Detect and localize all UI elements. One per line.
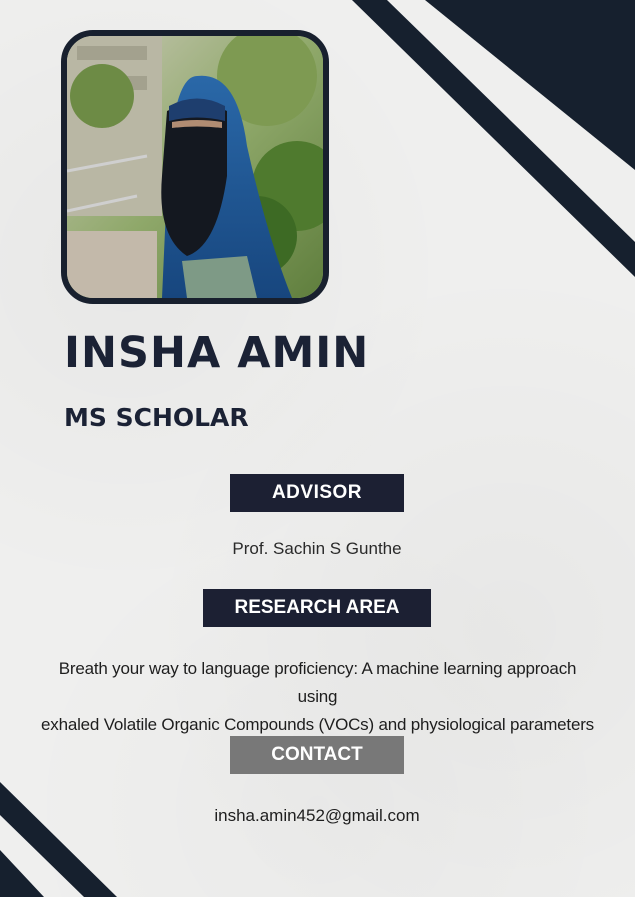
- profile-name: INSHA AMIN: [64, 328, 370, 378]
- research-line-1: Breath your way to language proficiency: A machine learning approach using: [58, 659, 577, 706]
- profile-photo: [67, 36, 323, 298]
- advisor-name: Prof. Sachin S Gunthe: [232, 539, 402, 558]
- contact-heading: CONTACT: [230, 736, 404, 774]
- profile-photo-frame: [61, 30, 329, 304]
- profile-role: MS SCHOLAR: [64, 403, 249, 432]
- research-area-heading: RESEARCH AREA: [203, 589, 431, 627]
- advisor-heading: ADVISOR: [230, 474, 404, 512]
- research-area-description: [40, 655, 595, 739]
- contact-email-link[interactable]: insha.amin452@gmail.com: [214, 806, 420, 825]
- research-line-2: exhaled Volatile Organic Compounds (VOCs) and physiological parameters: [41, 715, 594, 734]
- bottom-left-corner-fill: [0, 850, 44, 897]
